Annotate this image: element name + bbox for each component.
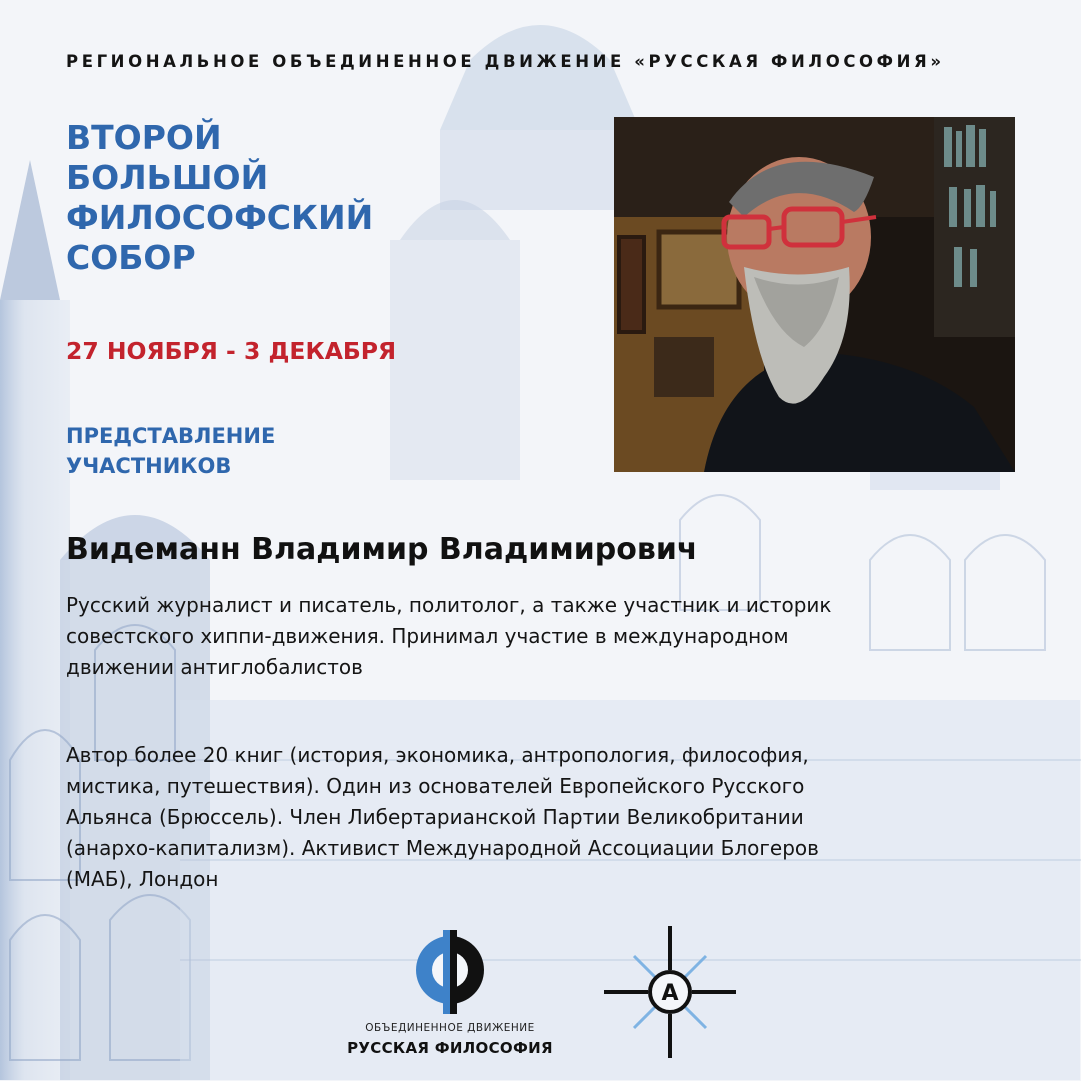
bio-line: мистика, путешествия). Один из основателей Европейского Русского <box>66 774 805 798</box>
section-title <box>66 421 275 481</box>
organization-title: РЕГИОНАЛЬНОЕ ОБЪЕДИНЕННОЕ ДВИЖЕНИЕ «РУССКАЯ ФИЛОСОФИЯ» <box>66 52 945 71</box>
bio-paragraph <box>66 590 1026 683</box>
bio-line: (анархо-капитализм). Активист Международной Ассоциации Блогеров <box>66 836 819 860</box>
event-title-line: ФИЛОСОФСКИЙ <box>66 198 374 237</box>
bio-line: Альянса (Брюссель). Член Либертарианской Партии Великобритании <box>66 805 804 829</box>
phi-logo-icon <box>413 930 487 1014</box>
logo-caption-bottom: РУССКАЯ ФИЛОСОФИЯ <box>347 1039 553 1057</box>
participant-name: Видеманн Владимир Владимирович <box>66 532 698 567</box>
section-title-line: ПРЕДСТАВЛЕНИЕ <box>66 424 276 448</box>
logo-caption-top: ОБЪЕДИНЕННОЕ ДВИЖЕНИЕ <box>365 1022 535 1034</box>
event-title-line: СОБОР <box>66 238 196 277</box>
bio-paragraph <box>66 740 1026 895</box>
event-dates: 27 НОЯБРЯ - 3 ДЕКАБРЯ <box>66 337 397 365</box>
event-title-line: ВТОРОЙ <box>66 118 222 157</box>
participant-photo <box>614 117 1015 472</box>
bio-line: Русский журналист и писатель, политолог, а также участник и историк <box>66 593 832 617</box>
bio-line: Автор более 20 книг (история, экономика, антропология, философия, <box>66 743 809 767</box>
bio-line: совестского хиппи-движения. Принимал участие в международном <box>66 624 789 648</box>
section-title-line: УЧАСТНИКОВ <box>66 454 232 478</box>
bio-line: (МАБ), Лондон <box>66 867 219 891</box>
compass-letter: А <box>661 981 679 1006</box>
event-title <box>66 118 373 278</box>
bio-line: движении антиглобалистов <box>66 655 363 679</box>
compass-star-icon <box>604 926 736 1058</box>
russian-philosophy-logo <box>330 930 570 1065</box>
event-title-line: БОЛЬШОЙ <box>66 158 269 197</box>
